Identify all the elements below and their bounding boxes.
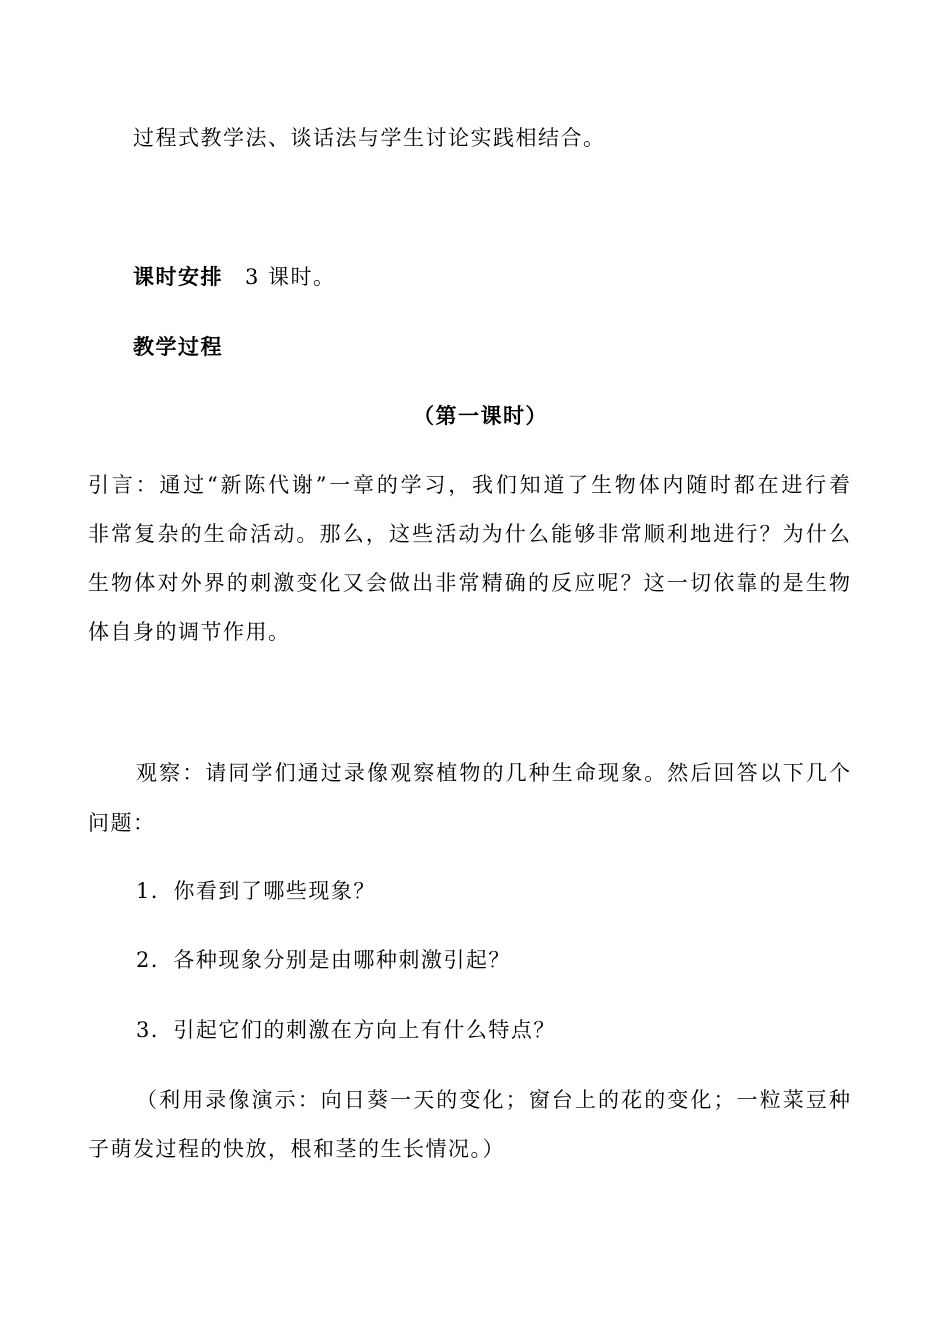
intro-line: 引言：通过“新陈代谢”一章的学习，我们知道了生物体内随时都在进行着 (88, 473, 850, 497)
schedule-line (133, 263, 336, 291)
observe-line: 问题： (88, 811, 156, 835)
observe-line: 观察：请同学们通过录像观察植物的几种生命现象。然后回答以下几个 (136, 761, 850, 785)
note-line: （利用录像演示：向日葵一天的变化；窗台上的花的变化；一粒菜豆种 (136, 1088, 850, 1112)
schedule-label: 课时安排 (133, 265, 223, 289)
process-heading: 教学过程 (133, 335, 223, 359)
question-item: 1．你看到了哪些现象？ (136, 879, 376, 903)
question-item: 3．引起它们的刺激在方向上有什么特点？ (136, 1018, 556, 1042)
intro-line: 生物体对外界的刺激变化又会做出非常精确的反应呢？这一切依靠的是生物 (88, 571, 850, 595)
lesson-title: （第一课时） (413, 404, 548, 428)
question-item: 2．各种现象分别是由哪种刺激引起？ (136, 948, 511, 972)
intro-line: 体自身的调节作用。 (88, 620, 291, 644)
note-line: 子萌发过程的快放，根和茎的生长情况。） (88, 1137, 505, 1161)
method-line: 过程式教学法、谈话法与学生讨论实践相结合。 (133, 126, 606, 150)
schedule-value: 3 课时。 (245, 265, 336, 289)
intro-line: 非常复杂的生命活动。那么，这些活动为什么能够非常顺利地进行？为什么 (88, 522, 850, 546)
